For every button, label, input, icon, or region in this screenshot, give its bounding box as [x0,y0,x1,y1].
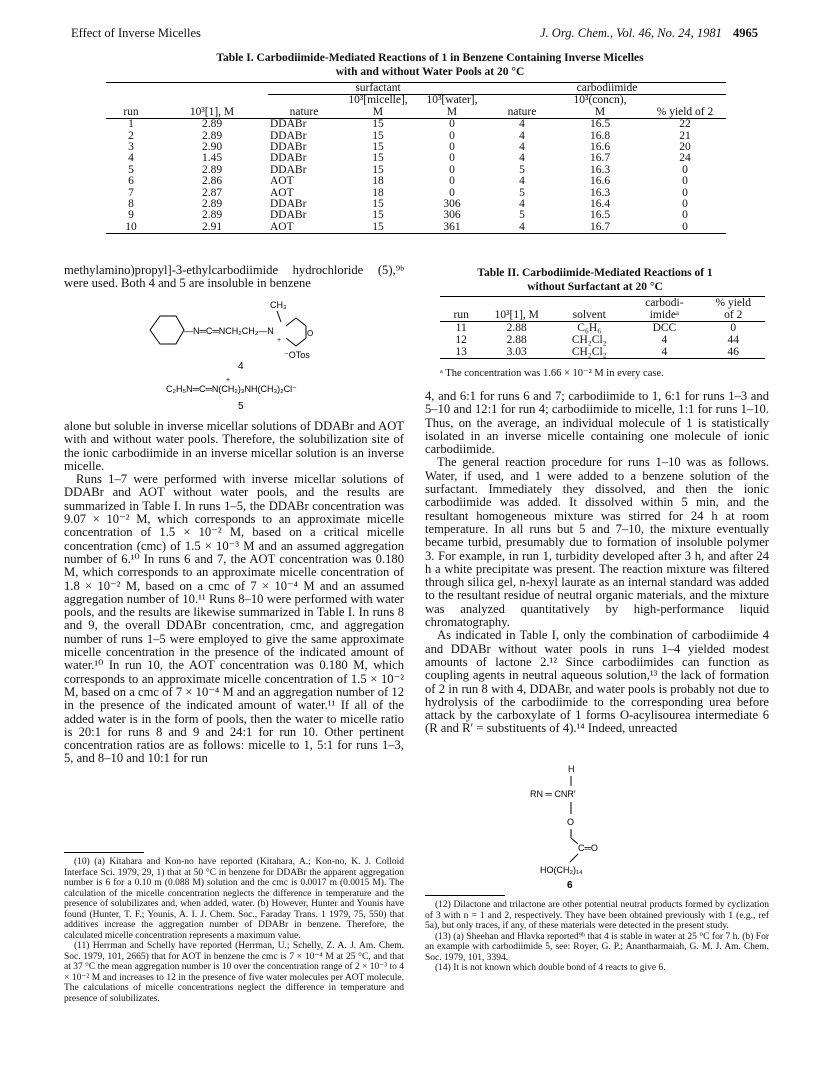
structure-6 [520,762,680,890]
footnote-rule-left [64,852,144,853]
table1-cell-nature: DDABr [270,129,307,142]
left-column-top [64,264,404,291]
table1-cell-water: 0 [449,186,455,199]
table1-cell-concn: 16.7 [589,220,611,233]
svg-text:O: O [307,329,314,338]
table1-row [106,119,726,131]
left-column-body [64,420,404,766]
table1-cell-water: 0 [449,163,455,176]
table1-header-water: 10³[water], [426,94,478,107]
table1-cell-yield: 0 [682,163,688,176]
footnotes-left [64,857,404,1004]
table1-cell-water: 0 [449,175,455,188]
table1-cell-run: 6 [128,175,134,188]
footnote-10: (10) (a) Kitahara and Kon-no have reported (Kitahara, A.; Kon-no, K. J. Colloid Interface Sci. 1979, 29, 1) that at 50 °C in benzene for DDABr the apparent aggregation number is 6 for a 0.10 m (0.088 M) solution and the cmc is 0.0017 m (0.0015 M). The calculation of the micelle concentration neglects the difference in temperature and the presence of solubilizates and, when added, water. (b) However, Hunter and Younis have found (Hunter, T. F.; Younis, A. I. J. Chem. Soc., Faraday Trans. 1 1979, 75, 550) that additives increase the aggregation number of DDABr in benzene. Therefore, the calculated micelle concentration represents a maximum value. [64,857,404,941]
table1-cell-conc1: 2.91 [201,220,223,233]
structure-5-plus: + [226,377,231,384]
table2 [440,296,765,359]
table1-header-concn: 10³(concn), [573,94,627,107]
structure-4-label: 4 [238,361,244,372]
table2-footnote: ᵃ The concentration was 1.66 × 10⁻² M in every case. [440,368,664,379]
table2-cell-yield: 0 [730,322,737,334]
table1-cell-concn: 16.3 [589,163,611,176]
table1-grid [106,82,726,234]
table2-cell-run: 11 [455,322,467,334]
table1-cell-yield: 0 [682,209,688,222]
table1-cell-concn: 16.6 [589,141,611,154]
table2-grid [440,296,765,359]
footnote-14: (14) It is not known which double bond of 4 reacts to give 6. [435,963,666,973]
structure-6-carbonyl: C═O [578,843,598,853]
table1-cell-nature: AOT [270,175,294,188]
table2-caption [425,266,765,294]
table1-cell-concn: 16.5 [589,209,611,222]
table2-row [440,334,765,346]
table1-cell-conc1: 2.89 [201,209,223,222]
table1-header-yield: % yield of 2 [656,105,714,118]
table1-header-run: run [123,105,139,118]
running-header-journal: J. Org. Chem., Vol. 46, No. 24, 1981 [540,26,722,40]
table1-row [106,188,726,199]
table1-row [106,222,726,234]
page-number: 4965 [733,26,758,40]
table1 [106,82,726,234]
table1-row [106,153,726,164]
table2-row [440,346,765,359]
table1-cell-micelle: 18 [372,175,384,188]
left-paragraph-2: Runs 1–7 were performed with inverse micellar solutions of DDABr and AOT without water pools, and the results are summarized in Table I. In runs 1–5, the DDABr concentration was 9.07 × 10⁻² M, which corresponds to an approximate micelle concentration of 1.5 × 10⁻² M, based on a critical micelle concentration (cmc) of 1.5 × 10⁻³ M and an assumed aggregation number of 6.¹⁰ In runs 6 and 7, the AOT concentration was 0.180 M, which corresponds to an approximate micelle concentration of 1.8 × 10⁻² M, based on a cmc of 7 × 10⁻⁴ M and an assumed aggregation number of 10.¹¹ Runs 8–10 were performed with water pools, and the results are likewise summarized in Table I. In runs 8 and 9, the overall DDABr concentration, cmc, and aggregation number of runs 1–5 were employed to give the same approximate micelle concentration in the presence of the indicated amount of water.¹⁰ In run 10, the AOT concentration was 0.180 M, which corresponds to an approximate micelle concentration of 1.5 × 10⁻² M, based on a cmc of 7 × 10⁻⁴ M and an aggregation number of 12 in the presence of the indicated amount of water.¹¹ If all of the added water is in the form of pools, then the water to micelle ratio is 20:1 for runs 8 and 9 and 24:1 for run 10. Other pertinent concentration ratios are as follows: micelle to 1, 5:1 for runs 1–3, 5, and 8–10 and 10:1 for run [64,472,404,766]
table1-cell-water: 361 [443,220,461,233]
table2-cell-run: 12 [455,334,467,346]
table1-cell-run: 9 [128,209,134,222]
table1-cell-run: 8 [128,198,134,211]
table1-cell-nature: AOT [270,186,294,199]
table1-cell-nature: DDABr [270,163,307,176]
table2-cell-yield: 44 [727,334,739,346]
table1-cell-water: 0 [449,141,455,154]
table1-cell-yield: 0 [682,175,688,188]
table1-row [106,165,726,176]
table1-group-carbodiimide: carbodiimide [488,83,726,95]
table1-cell-yield: 22 [679,118,691,131]
footnote-13: (13) (a) Sheehan and Hlavka reported⁹ᵇ that 4 is stable in water at 25 °C for 7 h. (b) For an example with carbodiimide 5, see: Royer, G. P.; Anantharmaiah, G. M. J. Am. Chem. Soc. 1979, 101, 3394. [425,931,769,963]
structure-4-counterion: ⁻OTos [284,350,310,360]
table1-group-surfactant: surfactant [268,83,488,95]
table1-cell-nature: DDABr [270,209,307,222]
table1-cell-nature: DDABr [270,141,307,154]
table1-cell-cnature: 5 [519,186,525,199]
table1-cell-run: 3 [128,141,134,154]
table1-row [106,210,726,221]
table1-cell-micelle: 15 [372,198,384,211]
table1-cell-yield: 20 [679,141,691,154]
table1-cell-run: 2 [128,129,134,142]
table1-cell-cnature: 4 [519,141,525,154]
table1-caption [100,51,760,79]
table1-cell-run: 1 [128,118,134,131]
table1-cell-cnature: 4 [519,152,525,165]
structure-4-methyl: CH₃ [270,300,287,310]
table2-row [440,322,765,335]
table2-caption-line1: Table II. Carbodiimide-Mediated Reactions of 1 [477,267,713,279]
table1-row [106,176,726,187]
structure-4-plus: + [277,337,282,344]
table1-cell-concn: 16.4 [589,198,611,211]
footnote-12: (12) Dilactone and trilactone are other potential neutral products formed by cyclization of 3 with n = 1 and 2, respectively. They have been obtained previously with 1 (e.g., ref 5a), but only traces, if any, of these materials were detected in the present study. [425,900,769,931]
table1-cell-yield: 21 [679,129,691,142]
structure-6-h: H [568,764,575,774]
table1-cell-micelle: 15 [372,141,384,154]
table2-header-conc: 10³[1], M [494,309,539,321]
table1-header-cnature: nature [507,105,537,118]
table2-cell-solvent: C₆H₆ [577,322,602,334]
table1-cell-conc1: 2.89 [201,198,223,211]
table1-cell-conc1: 2.89 [201,118,223,131]
table1-row [106,199,726,210]
table2-body [440,322,765,359]
table1-cell-water: 0 [449,129,455,142]
table1-cell-run: 5 [128,163,134,176]
table1-cell-cnature: 5 [519,163,525,176]
table1-header-water-unit: M [446,105,458,118]
table1-cell-concn: 16.7 [589,152,611,165]
table1-cell-micelle: 15 [372,129,384,142]
table2-cell-yield: 46 [727,346,739,358]
table1-cell-water: 0 [449,152,455,165]
table1-cell-water: 0 [449,118,455,131]
structure-4-chain: —N═C═NCH₂CH₂—N [184,326,274,336]
table2-cell-solvent: CH₂Cl₂ [571,334,607,346]
table1-cell-micelle: 15 [372,220,384,233]
right-column-body [425,390,769,736]
table1-cell-water: 306 [443,198,461,211]
table1-cell-conc1: 1.45 [201,152,223,165]
table1-cell-concn: 16.3 [589,186,611,199]
table2-cell-conc: 2.88 [506,334,527,346]
table1-cell-conc1: 2.89 [201,163,223,176]
table1-cell-nature: AOT [270,220,294,233]
structure-6-label: 6 [567,880,573,890]
table1-cell-concn: 16.8 [589,129,611,142]
running-header-title: Effect of Inverse Micelles [71,26,201,40]
table1-cell-water: 306 [443,209,461,222]
structure-5-formula: C₂H₅N═C═N(CH₂)₃NH(CH₃)₂Cl⁻ [166,384,297,394]
right-paragraph-1: The general reaction procedure for runs 1–10 was as follows. Water, if used, and 1 were added to a benzene solution of the surfactant. Immediately they dissolved, and then the ionic carbodiimide was added. It dissolved within 5 min, and the resultant homogeneous mixture was stirred for 24 h at room temperature. In all runs but 5 and 7–10, the mixture eventually became turbid, presumably due to formation of insoluble polymer 3. For example, in run 1, turbidity developed after 3 h, and after 24 h a white precipitate was present. The reaction mixture was filtered through silica gel, n-hexyl laurate as an internal standard was added to the resultant residue of neutral organic materials, and the mixture was analyzed quantitatively by high-performance liquid chromatography. [425,455,769,630]
morpholine-ring [286,318,306,346]
table1-cell-conc1: 2.87 [201,186,223,199]
table1-cell-nature: DDABr [270,118,307,131]
table2-cell-solvent: CH₂Cl₂ [571,346,607,358]
table2-header-carbo-2: imideᵃ [649,309,680,321]
table1-cell-yield: 0 [682,198,688,211]
table2-cell-carbodiimide: DCC [652,322,677,334]
table1-caption-line1: Table I. Carbodiimide-Mediated Reactions of 1 in Benzene Containing Inverse Micelles [216,52,644,64]
table1-cell-conc1: 2.89 [201,129,223,142]
table2-cell-conc: 2.88 [506,322,527,334]
table1-cell-nature: DDABr [270,152,307,165]
right-paragraph-0: 4, and 6:1 for runs 6 and 7; carbodiimide to 1, 6:1 for runs 1–3 and 5–10 and 12:1 for run 4; carbodiimide to micelle, 1:1 for runs 1–10. Thus, on the average, an individual molecule of 1 is statistically isolated in an inverse micelle containing one molecule of ionic carbodiimide. [425,389,769,457]
footnotes-right [425,900,769,974]
table1-header-nature: nature [289,105,319,118]
table1-cell-cnature: 5 [519,209,525,222]
table1-cell-run: 7 [128,186,134,199]
table1-cell-micelle: 15 [372,118,384,131]
table2-cell-carbodiimide: 4 [661,334,668,346]
table1-cell-micelle: 15 [372,152,384,165]
table2-cell-carbodiimide: 4 [661,346,668,358]
table1-cell-yield: 24 [679,152,691,165]
table2-header-yield: % yield [715,297,751,309]
structure-5-label: 5 [238,401,244,412]
table2-header-yield-2: of 2 [724,309,743,321]
left-paragraph-1: alone but soluble in inverse micellar solutions of DDABr and AOT with and without water pools. Therefore, the solubilization site of the ionic carbodiimide in an inverse micellar solution is an inverse micelle. [64,419,404,473]
table1-header-micelle: 10³[micelle], [348,94,408,107]
table1-cell-cnature: 4 [519,118,525,131]
right-paragraph-2: As indicated in Table I, only the combination of carbodiimide 4 and DDABr without water pools in runs 1–4 yielded modest amounts of lactone 2.¹² Since carbodiimides can function as coupling agents in neutral aqueous solution,¹³ the lack of formation of 2 in run 8 with 4, DDABr, and water pools is probably not due to hydrolysis of the carbodiimide to the corresponding urea before attack by the carboxylate of 1 forms O-acylisourea intermediate 6 (R and R′ = substituents of 4).¹⁴ Indeed, unreacted [425,628,769,736]
table1-cell-micelle: 15 [372,209,384,222]
table1-cell-micelle: 18 [372,186,384,199]
table1-cell-conc1: 2.90 [201,141,223,154]
table1-header-conc1: 10³[1], M [189,105,235,118]
table1-cell-conc1: 2.86 [201,175,223,188]
table1-cell-cnature: 4 [519,198,525,211]
table1-row [106,142,726,153]
footnote-11: (11) Herrman and Schelly have reported (Herrman, U.; Schelly, Z. A. J. Am. Chem. Soc. 1979, 101, 2665) that for AOT in benzene the cmc is 7 × 10⁻⁴ M at 25 °C, and that at 37 °C the mean aggregation number is 10 over the concentration range of 2 × 10⁻³ to 4 × 10⁻² M and increases to 12 in the presence of five water molecules per AOT molecule. The calculations of micelle concentrations neglect the difference in temperature and presence of solubilizates. [64,941,404,1004]
structure-4 [140,296,350,416]
table1-cell-yield: 0 [682,186,688,199]
table1-cell-nature: DDABr [270,198,307,211]
table1-cell-concn: 16.6 [589,175,611,188]
table1-header-micelle-unit: M [372,105,384,118]
table1-cell-micelle: 15 [372,163,384,176]
table1-cell-cnature: 4 [519,220,525,233]
table2-caption-line2: without Surfactant at 20 °C [527,281,663,294]
table1-cell-cnature: 4 [519,175,525,188]
table1-row [106,131,726,142]
table2-cell-run: 13 [455,346,467,358]
left-paragraph-0: methylamino)propyl]-3-ethylcarbodiimide hydrochloride (5),⁹ᵇ were used. Both 4 and 5 are insoluble in benzene [64,263,404,291]
table1-cell-yield: 0 [682,220,688,233]
table1-header-concn-unit: M [594,105,606,118]
table2-header-solvent: solvent [572,309,606,321]
table2-header-carbo: carbodi- [645,297,684,309]
table1-cell-cnature: 4 [519,129,525,142]
table1-body [106,119,726,234]
table2-cell-conc: 3.03 [506,346,527,358]
cyclohexyl-ring [150,316,184,344]
table1-cell-run: 10 [125,220,137,233]
table2-header-run: run [453,309,469,321]
structure-6-oxygen: O [567,817,575,827]
structure-6-top: RN ═ CNR′ [530,789,576,799]
footnote-rule-right [425,895,505,896]
table1-cell-run: 4 [128,152,134,165]
structure-6-bottom: HO(CH₂)₁₄ [540,865,583,875]
table1-caption-line2: with and without Water Pools at 20 °C [335,66,525,79]
table1-cell-concn: 16.5 [589,118,611,131]
